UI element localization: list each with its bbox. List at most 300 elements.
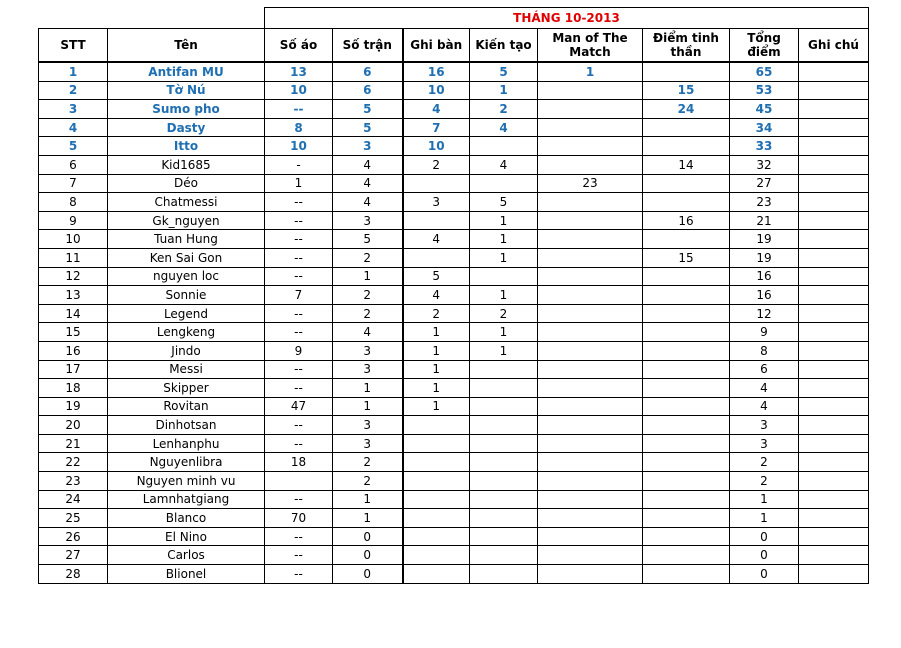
ghi-chu-cell xyxy=(799,174,869,193)
table-row xyxy=(39,527,869,546)
name-cell: Nguyenlibra xyxy=(108,453,265,472)
so-ao-cell: 10 xyxy=(265,137,333,156)
so-ao-cell: -- xyxy=(265,193,333,212)
dtt-cell: 15 xyxy=(643,248,730,267)
col-tong-diem xyxy=(730,29,799,63)
mom-cell xyxy=(538,81,643,100)
so-ao-cell: -- xyxy=(265,323,333,342)
tong-cell: 65 xyxy=(730,62,799,81)
stt-cell: 13 xyxy=(39,286,108,305)
kien-tao-cell xyxy=(470,509,538,528)
ghi-chu-cell xyxy=(799,527,869,546)
so-tran-cell: 6 xyxy=(333,62,403,81)
tong-cell: 19 xyxy=(730,248,799,267)
ghi-ban-cell: 3 xyxy=(403,193,470,212)
kien-tao-cell xyxy=(470,546,538,565)
col-mom-line1: Man of The xyxy=(552,31,628,45)
stt-cell: 22 xyxy=(39,453,108,472)
tong-cell: 0 xyxy=(730,565,799,584)
dtt-cell xyxy=(643,230,730,249)
so-tran-cell: 5 xyxy=(333,118,403,137)
ghi-ban-cell xyxy=(403,211,470,230)
name-cell: Dinhotsan xyxy=(108,416,265,435)
col-tong-line2: điểm xyxy=(747,45,781,59)
dtt-cell xyxy=(643,527,730,546)
name-cell: Nguyen minh vu xyxy=(108,472,265,491)
standings-table xyxy=(38,7,869,584)
stt-cell: 12 xyxy=(39,267,108,286)
ghi-chu-cell xyxy=(799,546,869,565)
stt-cell: 3 xyxy=(39,100,108,119)
dtt-cell xyxy=(643,434,730,453)
mom-cell xyxy=(538,155,643,174)
ghi-chu-cell xyxy=(799,193,869,212)
kien-tao-cell: 1 xyxy=(470,341,538,360)
stt-cell: 14 xyxy=(39,304,108,323)
mom-cell xyxy=(538,230,643,249)
ghi-chu-cell xyxy=(799,453,869,472)
col-kien-tao: Kiến tạo xyxy=(470,29,538,63)
col-man-of-the-match xyxy=(538,29,643,63)
kien-tao-cell xyxy=(470,472,538,491)
col-so-ao: Số áo xyxy=(265,29,333,63)
tong-cell: 4 xyxy=(730,379,799,398)
so-tran-cell: 2 xyxy=(333,248,403,267)
mom-cell xyxy=(538,379,643,398)
ghi-chu-cell xyxy=(799,397,869,416)
so-ao-cell: -- xyxy=(265,546,333,565)
table-row xyxy=(39,490,869,509)
name-cell: Sumo pho xyxy=(108,100,265,119)
dtt-cell xyxy=(643,304,730,323)
so-tran-cell: 0 xyxy=(333,546,403,565)
tong-cell: 45 xyxy=(730,100,799,119)
so-ao-cell: 47 xyxy=(265,397,333,416)
so-tran-cell: 3 xyxy=(333,360,403,379)
name-cell: Antifan MU xyxy=(108,62,265,81)
mom-cell xyxy=(538,509,643,528)
mom-cell xyxy=(538,248,643,267)
stt-cell: 5 xyxy=(39,137,108,156)
mom-cell xyxy=(538,286,643,305)
stt-cell: 20 xyxy=(39,416,108,435)
dtt-cell xyxy=(643,490,730,509)
tong-cell: 3 xyxy=(730,434,799,453)
ghi-chu-cell xyxy=(799,360,869,379)
so-tran-cell: 1 xyxy=(333,267,403,286)
name-cell: Jindo xyxy=(108,341,265,360)
ghi-ban-cell xyxy=(403,509,470,528)
name-cell: Rovitan xyxy=(108,397,265,416)
so-ao-cell: 13 xyxy=(265,62,333,81)
table-row xyxy=(39,304,869,323)
ghi-ban-cell xyxy=(403,174,470,193)
so-tran-cell: 0 xyxy=(333,527,403,546)
table-row xyxy=(39,81,869,100)
so-tran-cell: 5 xyxy=(333,100,403,119)
kien-tao-cell: 2 xyxy=(470,100,538,119)
mom-cell xyxy=(538,118,643,137)
so-ao-cell: -- xyxy=(265,267,333,286)
tong-cell: 32 xyxy=(730,155,799,174)
kien-tao-cell xyxy=(470,527,538,546)
dtt-cell xyxy=(643,509,730,528)
so-ao-cell: -- xyxy=(265,360,333,379)
tong-cell: 16 xyxy=(730,267,799,286)
so-ao-cell: 9 xyxy=(265,341,333,360)
ghi-ban-cell: 4 xyxy=(403,100,470,119)
col-stt: STT xyxy=(39,29,108,63)
kien-tao-cell: 1 xyxy=(470,230,538,249)
dtt-cell: 16 xyxy=(643,211,730,230)
table-row xyxy=(39,118,869,137)
ghi-chu-cell xyxy=(799,248,869,267)
ghi-ban-cell: 2 xyxy=(403,304,470,323)
stt-cell: 2 xyxy=(39,81,108,100)
dtt-cell xyxy=(643,397,730,416)
kien-tao-cell: 5 xyxy=(470,193,538,212)
ghi-ban-cell: 4 xyxy=(403,230,470,249)
name-cell: Déo xyxy=(108,174,265,193)
mom-cell xyxy=(538,137,643,156)
dtt-cell xyxy=(643,453,730,472)
kien-tao-cell: 1 xyxy=(470,211,538,230)
tong-cell: 8 xyxy=(730,341,799,360)
name-cell: Gk_nguyen xyxy=(108,211,265,230)
ghi-ban-cell: 2 xyxy=(403,155,470,174)
ghi-ban-cell xyxy=(403,434,470,453)
table-row xyxy=(39,211,869,230)
table-row xyxy=(39,397,869,416)
kien-tao-cell: 1 xyxy=(470,323,538,342)
col-tong-line1: Tổng xyxy=(747,31,781,45)
name-cell: Dasty xyxy=(108,118,265,137)
so-tran-cell: 3 xyxy=(333,341,403,360)
mom-cell xyxy=(538,416,643,435)
tong-cell: 23 xyxy=(730,193,799,212)
table-row xyxy=(39,379,869,398)
dtt-cell xyxy=(643,118,730,137)
so-tran-cell: 3 xyxy=(333,137,403,156)
col-dtt-line2: thần xyxy=(670,45,702,59)
kien-tao-cell xyxy=(470,267,538,286)
name-cell: Itto xyxy=(108,137,265,156)
so-ao-cell: -- xyxy=(265,416,333,435)
table-row xyxy=(39,341,869,360)
ghi-ban-cell: 1 xyxy=(403,397,470,416)
dtt-cell xyxy=(643,286,730,305)
name-cell: nguyen loc xyxy=(108,267,265,286)
name-cell: Skipper xyxy=(108,379,265,398)
stt-cell: 19 xyxy=(39,397,108,416)
kien-tao-cell: 4 xyxy=(470,155,538,174)
tong-cell: 19 xyxy=(730,230,799,249)
stt-cell: 28 xyxy=(39,565,108,584)
so-tran-cell: 2 xyxy=(333,453,403,472)
name-cell: Messi xyxy=(108,360,265,379)
dtt-cell xyxy=(643,174,730,193)
so-ao-cell: -- xyxy=(265,304,333,323)
dtt-cell xyxy=(643,472,730,491)
mom-cell xyxy=(538,211,643,230)
ghi-ban-cell xyxy=(403,490,470,509)
kien-tao-cell xyxy=(470,360,538,379)
mom-cell xyxy=(538,490,643,509)
kien-tao-cell: 2 xyxy=(470,304,538,323)
so-ao-cell: -- xyxy=(265,248,333,267)
ghi-chu-cell xyxy=(799,472,869,491)
so-tran-cell: 2 xyxy=(333,304,403,323)
stt-cell: 7 xyxy=(39,174,108,193)
table-row xyxy=(39,100,869,119)
ghi-ban-cell: 1 xyxy=(403,341,470,360)
ghi-ban-cell xyxy=(403,546,470,565)
so-tran-cell: 1 xyxy=(333,397,403,416)
stt-cell: 27 xyxy=(39,546,108,565)
mom-cell xyxy=(538,193,643,212)
kien-tao-cell: 1 xyxy=(470,286,538,305)
table-row xyxy=(39,509,869,528)
ghi-chu-cell xyxy=(799,416,869,435)
mom-cell xyxy=(538,360,643,379)
table-row xyxy=(39,267,869,286)
table-row xyxy=(39,62,869,81)
ghi-chu-cell xyxy=(799,434,869,453)
so-ao-cell: -- xyxy=(265,434,333,453)
kien-tao-cell: 5 xyxy=(470,62,538,81)
ghi-chu-cell xyxy=(799,323,869,342)
stt-cell: 26 xyxy=(39,527,108,546)
tong-cell: 6 xyxy=(730,360,799,379)
mom-cell xyxy=(538,323,643,342)
kien-tao-cell xyxy=(470,453,538,472)
so-ao-cell: -- xyxy=(265,211,333,230)
stt-cell: 18 xyxy=(39,379,108,398)
table-row xyxy=(39,155,869,174)
table-row xyxy=(39,416,869,435)
table-row xyxy=(39,137,869,156)
ghi-chu-cell xyxy=(799,211,869,230)
stt-cell: 23 xyxy=(39,472,108,491)
stt-cell: 9 xyxy=(39,211,108,230)
ghi-ban-cell: 4 xyxy=(403,286,470,305)
col-diem-tinh-than xyxy=(643,29,730,63)
tong-cell: 16 xyxy=(730,286,799,305)
mom-cell xyxy=(538,341,643,360)
mom-cell: 1 xyxy=(538,62,643,81)
so-tran-cell: 1 xyxy=(333,379,403,398)
ghi-ban-cell xyxy=(403,472,470,491)
ghi-chu-cell xyxy=(799,81,869,100)
name-cell: Tờ Nú xyxy=(108,81,265,100)
ghi-ban-cell xyxy=(403,565,470,584)
so-tran-cell: 2 xyxy=(333,472,403,491)
mom-cell: 23 xyxy=(538,174,643,193)
name-cell: Blanco xyxy=(108,509,265,528)
ghi-ban-cell: 1 xyxy=(403,323,470,342)
tong-cell: 9 xyxy=(730,323,799,342)
ghi-ban-cell: 1 xyxy=(403,360,470,379)
tong-cell: 12 xyxy=(730,304,799,323)
col-ghi-ban: Ghi bàn xyxy=(403,29,470,63)
so-tran-cell: 3 xyxy=(333,211,403,230)
name-cell: Legend xyxy=(108,304,265,323)
kien-tao-cell xyxy=(470,434,538,453)
ghi-chu-cell xyxy=(799,230,869,249)
ghi-chu-cell xyxy=(799,155,869,174)
col-ten: Tên xyxy=(108,29,265,63)
kien-tao-cell: 1 xyxy=(470,248,538,267)
table-row xyxy=(39,286,869,305)
ghi-ban-cell: 10 xyxy=(403,137,470,156)
stt-cell: 11 xyxy=(39,248,108,267)
table-row xyxy=(39,472,869,491)
so-tran-cell: 1 xyxy=(333,490,403,509)
ghi-chu-cell xyxy=(799,267,869,286)
so-ao-cell: 7 xyxy=(265,286,333,305)
stt-cell: 15 xyxy=(39,323,108,342)
stt-cell: 16 xyxy=(39,341,108,360)
table-row xyxy=(39,565,869,584)
tong-cell: 3 xyxy=(730,416,799,435)
name-cell: Lengkeng xyxy=(108,323,265,342)
name-cell: Ken Sai Gon xyxy=(108,248,265,267)
kien-tao-cell xyxy=(470,137,538,156)
dtt-cell xyxy=(643,62,730,81)
so-tran-cell: 4 xyxy=(333,193,403,212)
table-row xyxy=(39,248,869,267)
so-ao-cell: 70 xyxy=(265,509,333,528)
ghi-ban-cell xyxy=(403,453,470,472)
so-tran-cell: 2 xyxy=(333,286,403,305)
col-so-tran: Số trận xyxy=(333,29,403,63)
tong-cell: 1 xyxy=(730,490,799,509)
ghi-ban-cell: 7 xyxy=(403,118,470,137)
dtt-cell xyxy=(643,565,730,584)
ghi-chu-cell xyxy=(799,62,869,81)
ghi-ban-cell xyxy=(403,527,470,546)
stt-cell: 4 xyxy=(39,118,108,137)
so-ao-cell: -- xyxy=(265,379,333,398)
col-dtt-line1: Điểm tinh xyxy=(653,31,719,45)
stt-cell: 1 xyxy=(39,62,108,81)
so-tran-cell: 5 xyxy=(333,230,403,249)
ghi-chu-cell xyxy=(799,341,869,360)
tong-cell: 1 xyxy=(730,509,799,528)
dtt-cell: 24 xyxy=(643,100,730,119)
table-row xyxy=(39,360,869,379)
mom-cell xyxy=(538,100,643,119)
mom-cell xyxy=(538,267,643,286)
stt-cell: 24 xyxy=(39,490,108,509)
stt-cell: 21 xyxy=(39,434,108,453)
so-tran-cell: 1 xyxy=(333,509,403,528)
so-tran-cell: 3 xyxy=(333,416,403,435)
ghi-ban-cell: 10 xyxy=(403,81,470,100)
so-tran-cell: 6 xyxy=(333,81,403,100)
tong-cell: 27 xyxy=(730,174,799,193)
table-row xyxy=(39,230,869,249)
mom-cell xyxy=(538,453,643,472)
dtt-cell xyxy=(643,137,730,156)
tong-cell: 0 xyxy=(730,546,799,565)
kien-tao-cell: 4 xyxy=(470,118,538,137)
ghi-ban-cell: 16 xyxy=(403,62,470,81)
name-cell: El Nino xyxy=(108,527,265,546)
name-cell: Sonnie xyxy=(108,286,265,305)
ghi-chu-cell xyxy=(799,137,869,156)
so-ao-cell: 8 xyxy=(265,118,333,137)
so-ao-cell: -- xyxy=(265,490,333,509)
header-row xyxy=(39,29,869,63)
so-ao-cell: 10 xyxy=(265,81,333,100)
table-row xyxy=(39,323,869,342)
table-row xyxy=(39,546,869,565)
ghi-chu-cell xyxy=(799,490,869,509)
mom-cell xyxy=(538,527,643,546)
dtt-cell: 14 xyxy=(643,155,730,174)
kien-tao-cell xyxy=(470,397,538,416)
tong-cell: 33 xyxy=(730,137,799,156)
mom-cell xyxy=(538,565,643,584)
dtt-cell xyxy=(643,546,730,565)
so-ao-cell: -- xyxy=(265,230,333,249)
tong-cell: 34 xyxy=(730,118,799,137)
name-cell: Lenhanphu xyxy=(108,434,265,453)
kien-tao-cell: 1 xyxy=(470,81,538,100)
mom-cell xyxy=(538,434,643,453)
name-cell: Carlos xyxy=(108,546,265,565)
tong-cell: 0 xyxy=(730,527,799,546)
stt-cell: 17 xyxy=(39,360,108,379)
so-ao-cell xyxy=(265,472,333,491)
mom-cell xyxy=(538,472,643,491)
name-cell: Blionel xyxy=(108,565,265,584)
table-row xyxy=(39,453,869,472)
ghi-chu-cell xyxy=(799,379,869,398)
ghi-chu-cell xyxy=(799,118,869,137)
tong-cell: 53 xyxy=(730,81,799,100)
stt-cell: 10 xyxy=(39,230,108,249)
kien-tao-cell xyxy=(470,379,538,398)
dtt-cell xyxy=(643,323,730,342)
name-cell: Tuan Hung xyxy=(108,230,265,249)
dtt-cell xyxy=(643,341,730,360)
name-cell: Kid1685 xyxy=(108,155,265,174)
so-ao-cell: 1 xyxy=(265,174,333,193)
so-ao-cell: - xyxy=(265,155,333,174)
table-row xyxy=(39,174,869,193)
ghi-ban-cell: 1 xyxy=(403,379,470,398)
month-title: THÁNG 10-2013 xyxy=(265,8,869,29)
so-tran-cell: 0 xyxy=(333,565,403,584)
so-tran-cell: 3 xyxy=(333,434,403,453)
kien-tao-cell xyxy=(470,174,538,193)
so-tran-cell: 4 xyxy=(333,155,403,174)
mom-cell xyxy=(538,546,643,565)
so-ao-cell: -- xyxy=(265,527,333,546)
kien-tao-cell xyxy=(470,416,538,435)
dtt-cell xyxy=(643,416,730,435)
table-row xyxy=(39,434,869,453)
ghi-chu-cell xyxy=(799,509,869,528)
dtt-cell xyxy=(643,193,730,212)
name-cell: Chatmessi xyxy=(108,193,265,212)
so-ao-cell: -- xyxy=(265,100,333,119)
kien-tao-cell xyxy=(470,490,538,509)
ghi-chu-cell xyxy=(799,304,869,323)
ghi-ban-cell xyxy=(403,248,470,267)
